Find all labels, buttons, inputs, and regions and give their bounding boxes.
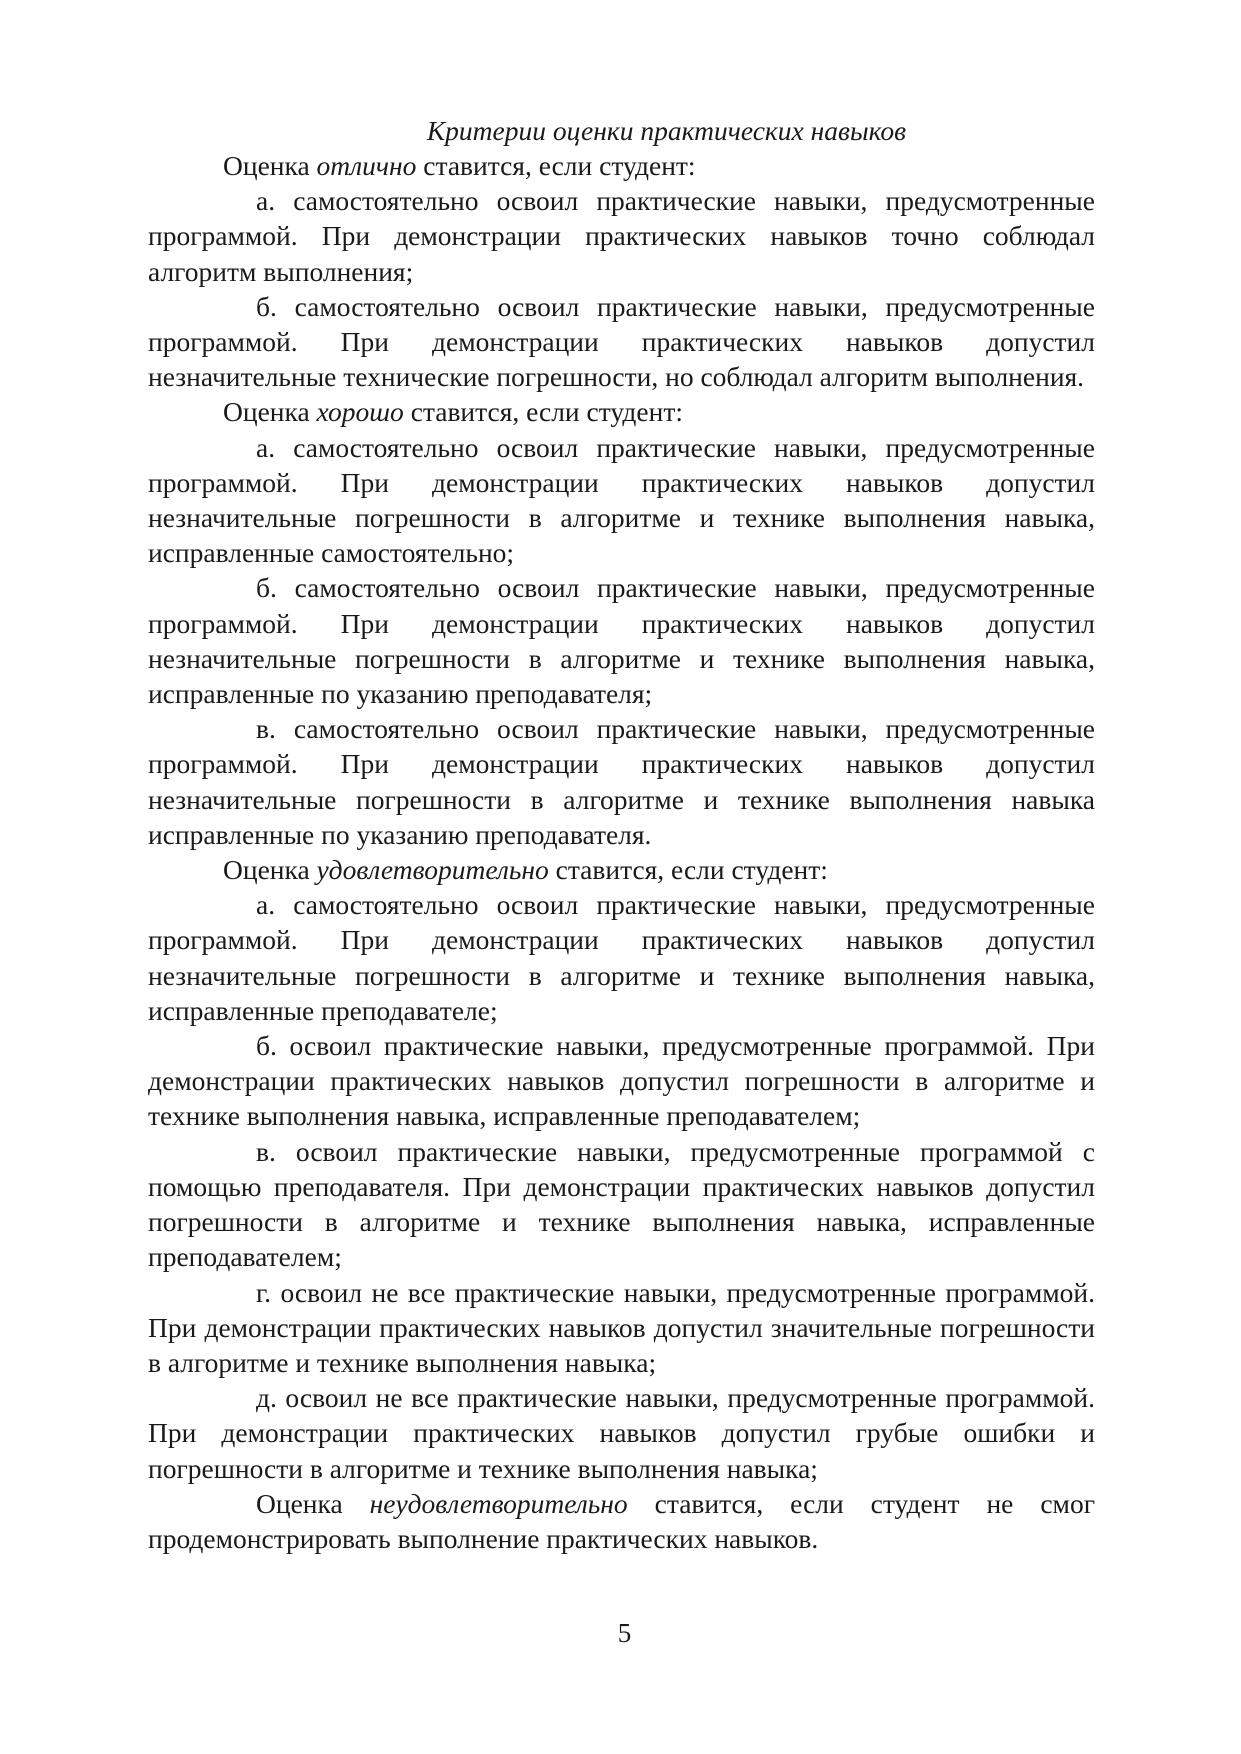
grade-good-intro [148, 394, 1095, 429]
grade-excellent-intro [148, 148, 1095, 183]
grade-intro-suffix: ставится, если студент: [548, 854, 828, 886]
grade-intro-suffix: ставится, если студент: [416, 150, 696, 181]
page-number: 5 [617, 1618, 632, 1648]
grade-word: неудовлетворительно [369, 1487, 628, 1519]
document-page [148, 113, 1095, 1556]
grade-intro-prefix: Оценка [223, 150, 317, 181]
criterion-item: а. самостоятельно освоил практические навыки, предусмотренные программой. При демонстрации практических навыков точно соблюдал алгоритм выполнения; [148, 185, 1095, 287]
grade-intro-prefix: Оценка [223, 854, 317, 886]
grade-word: отлично [316, 150, 417, 181]
grade-satisfactory-intro [148, 852, 1095, 887]
grade-word: хорошо [316, 396, 404, 428]
criterion-item: б. самостоятельно освоил практические навыки, предусмотренные программой. При демонстрации практических навыков допустил незначительные технические погрешности, но соблюдал алгоритм выполнения. [148, 290, 1095, 393]
criterion-item: г. освоил не все практические навыки, предусмотренные программой. При демонстрации практических навыков допустил значительные погрешности в алгоритме и технике выполнения навыка; [148, 1276, 1095, 1378]
document-heading: Критерии оценки практических навыков [426, 115, 907, 146]
criterion-item: а. самостоятельно освоил практические навыки, предусмотренные программой. При демонстрации практических навыков допустил незначительные погрешности в алгоритме и технике выполнения навыка, исправленные самостоятельно; [148, 431, 1095, 569]
criterion-item: в. освоил практические навыки, предусмотренные программой с помощью преподавателя. При демонстрации практических навыков допустил погрешности в алгоритме и технике выполнения навыка, исправленные преподавателем; [148, 1135, 1095, 1273]
grade-intro-suffix: ставится, если студент не смог продемонстрировать выполнение практических навыков. [148, 1487, 1095, 1554]
criterion-item: б. освоил практические навыки, предусмотренные программой. При демонстрации практических навыков допустил погрешности в алгоритме и технике выполнения навыка, исправленные преподавателем; [148, 1030, 1095, 1132]
grade-word: удовлетворительно [316, 854, 549, 886]
grade-intro-suffix: ставится, если студент: [403, 396, 683, 428]
criterion-item: в. самостоятельно освоил практические навыки, предусмотренные программой. При демонстрации практических навыков допустил незначительные погрешности в алгоритме и технике выполнения навыка исправленные по указанию преподавателя. [148, 713, 1095, 850]
criterion-item: а. самостоятельно освоил практические навыки, предусмотренные программой. При демонстрации практических навыков допустил незначительные погрешности в алгоритме и технике выполнения навыка, исправленные преподавателе; [148, 889, 1095, 1026]
criterion-item: д. освоил не все практические навыки, предусмотренные программой. При демонстрации практических навыков допустил грубые ошибки и погрешности в алгоритме и технике выполнения навыка; [148, 1382, 1095, 1484]
grade-intro-prefix: Оценка [256, 1487, 370, 1519]
grade-intro-prefix: Оценка [223, 396, 317, 428]
criterion-item: б. самостоятельно освоил практические навыки, предусмотренные программой. При демонстрации практических навыков допустил незначительные погрешности в алгоритме и технике выполнения навыка, исправленные по указанию преподавателя; [148, 572, 1095, 710]
grade-unsatisfactory-intro [148, 1486, 1095, 1556]
